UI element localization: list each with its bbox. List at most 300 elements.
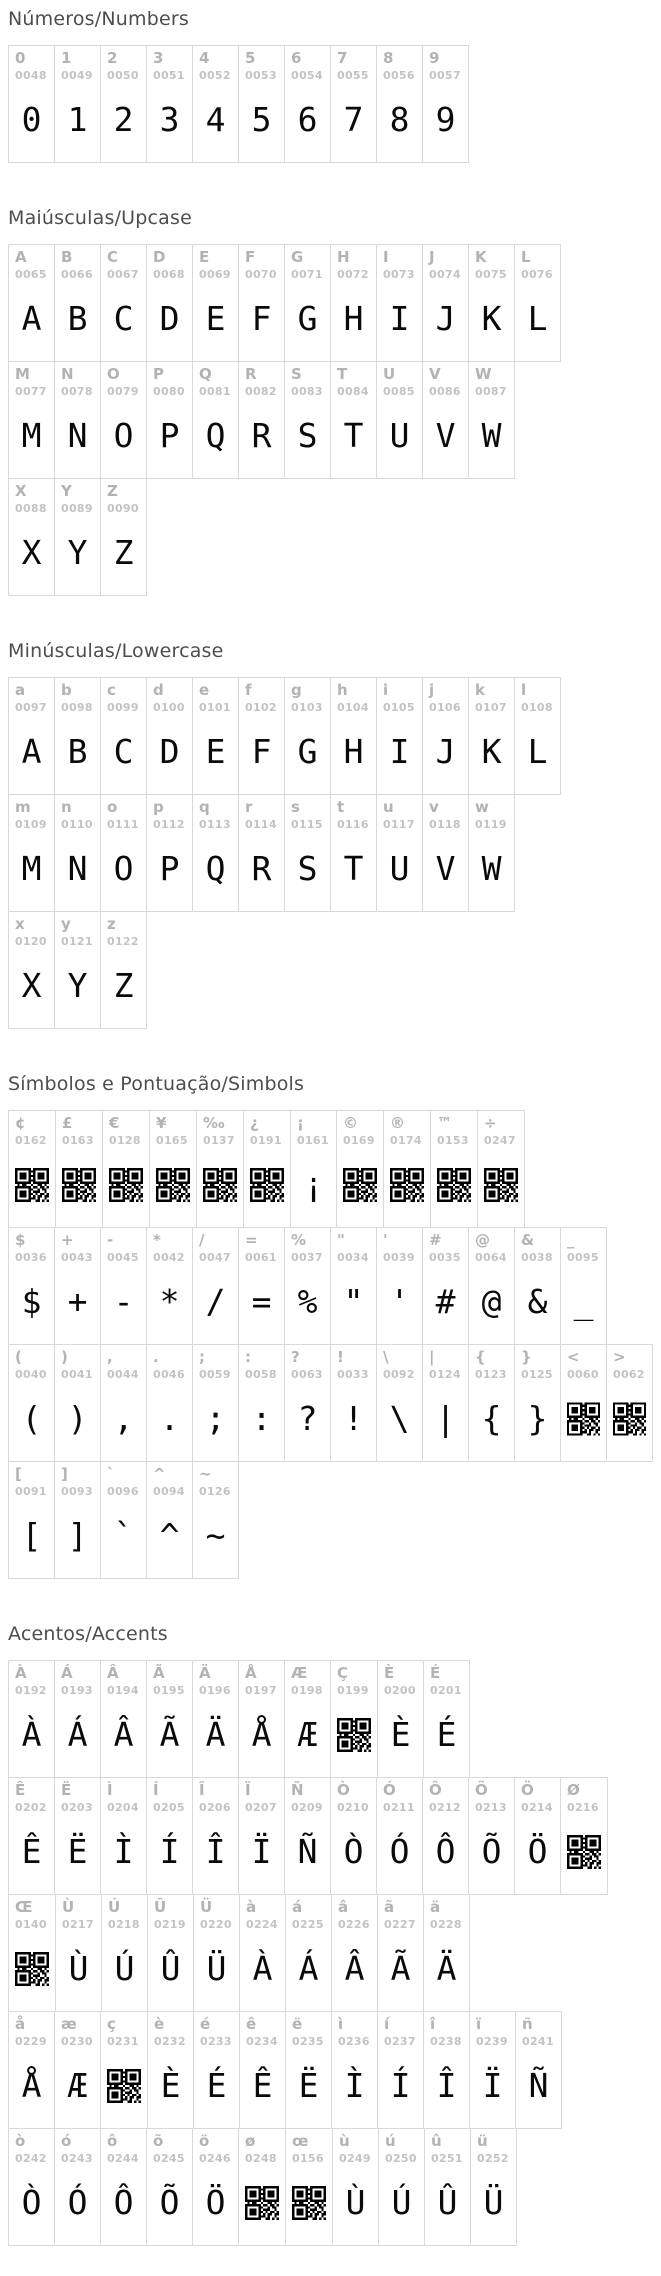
character-label: G <box>291 248 304 266</box>
notdef-qr-pattern <box>484 1168 518 1202</box>
glyph-cell <box>100 794 147 912</box>
glyph-image: O <box>113 416 134 456</box>
glyph-image: ) <box>67 1399 88 1439</box>
character-code: 0099 <box>107 700 139 714</box>
character-label: ) <box>61 1348 68 1366</box>
character-label: " <box>337 1231 345 1249</box>
glyph-cell <box>8 1894 56 2012</box>
glyph-cell <box>422 1344 469 1462</box>
character-code: 0174 <box>390 1133 422 1147</box>
character-code: 0229 <box>15 2034 47 2048</box>
character-code: 0073 <box>383 267 415 281</box>
glyph-image: Ö <box>205 2183 226 2223</box>
glyph-image: Â <box>344 1949 365 1989</box>
glyph-cell <box>290 1110 337 1228</box>
glyph-cell <box>332 2128 379 2246</box>
character-code: 0108 <box>521 700 553 714</box>
character-code: 0034 <box>337 1250 369 1264</box>
character-code: 0078 <box>61 384 93 398</box>
character-label: ñ <box>522 2015 533 2033</box>
character-label: Z <box>107 482 118 500</box>
glyph-cell <box>54 1227 101 1345</box>
character-label: Ö <box>521 1781 534 1799</box>
character-code: 0039 <box>383 1250 415 1264</box>
glyph-image: Ì <box>344 2066 365 2106</box>
character-label: à <box>246 1898 257 1916</box>
glyph-image: Á <box>67 1715 88 1755</box>
character-code: 0086 <box>429 384 461 398</box>
glyph-row <box>8 1660 653 1778</box>
notdef-glyph <box>437 1147 471 1217</box>
character-label: œ <box>292 2132 309 2150</box>
character-label: Õ <box>475 1781 488 1799</box>
glyph-cell <box>376 1227 423 1345</box>
character-label: o <box>107 798 118 816</box>
character-code: 0241 <box>522 2034 554 2048</box>
glyph-cell <box>146 1660 193 1778</box>
glyph-cell <box>149 1110 197 1228</box>
glyph-image: B <box>67 732 88 772</box>
glyph-cell <box>330 244 377 362</box>
character-label: < <box>567 1348 580 1366</box>
glyph-cell <box>55 1894 102 2012</box>
character-label: Y <box>61 482 72 500</box>
glyph-image: X <box>21 966 42 1006</box>
glyph-image: " <box>343 1282 364 1322</box>
character-code: 0250 <box>385 2151 417 2165</box>
character-code: 0162 <box>15 1133 47 1147</box>
glyph-image: [ <box>21 1516 42 1556</box>
character-label: l <box>521 681 527 699</box>
character-label: % <box>291 1231 307 1249</box>
glyph-row <box>8 1344 653 1462</box>
glyph-cell <box>192 1344 239 1462</box>
glyph-image: J <box>435 299 456 339</box>
character-code: 0058 <box>245 1367 277 1381</box>
glyph-cell <box>238 2128 286 2246</box>
glyph-cell <box>423 1660 470 1778</box>
glyph-cell <box>192 2128 239 2246</box>
glyph-image: Â <box>113 1715 134 1755</box>
character-code: 0122 <box>107 934 139 948</box>
glyph-image: Ë <box>298 2066 319 2106</box>
character-code: 0220 <box>200 1917 232 1931</box>
character-label: t <box>337 798 345 816</box>
notdef-qr-pattern <box>337 1718 371 1752</box>
character-code: 0202 <box>15 1800 47 1814</box>
glyph-image: | <box>435 1399 456 1439</box>
character-label: £ <box>62 1114 73 1132</box>
glyph-image: 2 <box>113 100 134 140</box>
glyph-cell <box>100 2011 148 2129</box>
notdef-glyph <box>107 2048 141 2118</box>
glyph-table <box>8 1110 653 1579</box>
character-code: 0079 <box>107 384 139 398</box>
character-label: ¥ <box>156 1114 167 1132</box>
character-label: 6 <box>291 49 302 67</box>
character-label: + <box>61 1231 74 1249</box>
character-label: * <box>153 1231 161 1249</box>
glyph-image: ¡ <box>303 1165 324 1205</box>
notdef-glyph <box>62 1147 96 1217</box>
character-code: 0045 <box>107 1250 139 1264</box>
character-code: 0232 <box>154 2034 186 2048</box>
glyph-image: Q <box>205 849 226 889</box>
character-code: 0059 <box>199 1367 231 1381</box>
character-label: > <box>613 1348 626 1366</box>
character-label: Œ <box>15 1898 33 1916</box>
glyph-cell <box>100 1461 147 1579</box>
glyph-image: S <box>297 849 318 889</box>
glyph-image: É <box>206 2066 227 2106</box>
glyph-cell <box>100 478 147 596</box>
glyph-image: F <box>251 299 272 339</box>
character-label: C <box>107 248 119 266</box>
glyph-cell <box>514 244 561 362</box>
character-code: 0210 <box>337 1800 369 1814</box>
glyph-cell <box>243 1110 291 1228</box>
character-code: 0246 <box>199 2151 231 2165</box>
glyph-cell <box>377 1894 424 2012</box>
glyph-image: 1 <box>67 100 88 140</box>
glyph-image: Ê <box>252 2066 273 2106</box>
glyph-cell <box>376 794 423 912</box>
character-label: © <box>343 1114 358 1132</box>
character-code: 0227 <box>384 1917 416 1931</box>
glyph-image: _ <box>573 1282 594 1322</box>
glyph-image: Ä <box>205 1715 226 1755</box>
glyph-image: ( <box>21 1399 42 1439</box>
glyph-cell <box>192 794 239 912</box>
character-code: 0036 <box>15 1250 47 1264</box>
character-label: ì <box>338 2015 344 2033</box>
section-title: Números/Numbers <box>8 8 189 30</box>
character-code: 0112 <box>153 817 185 831</box>
character-code: 0077 <box>15 384 47 398</box>
character-code: 0068 <box>153 267 185 281</box>
glyph-cell <box>239 1894 286 2012</box>
glyph-cell <box>238 361 285 479</box>
character-label: F <box>245 248 256 266</box>
character-code: 0212 <box>429 1800 461 1814</box>
character-label: s <box>291 798 300 816</box>
glyph-cell <box>331 2011 378 2129</box>
glyph-image: 9 <box>435 100 456 140</box>
glyph-cell <box>54 244 101 362</box>
glyph-row <box>8 361 653 479</box>
character-label: { <box>475 1348 486 1366</box>
glyph-row <box>8 677 653 795</box>
glyph-cell <box>100 45 147 163</box>
character-label: p <box>153 798 164 816</box>
glyph-cell <box>192 677 239 795</box>
character-code: 0053 <box>245 68 277 82</box>
character-code: 0091 <box>15 1484 47 1498</box>
notdef-glyph <box>390 1147 424 1217</box>
glyph-cell <box>8 1660 55 1778</box>
character-code: 0093 <box>61 1484 93 1498</box>
glyph-cell <box>285 2128 333 2246</box>
glyph-cell <box>376 677 423 795</box>
glyph-cell <box>100 361 147 479</box>
glyph-image: Æ <box>297 1715 318 1755</box>
glyph-image: D <box>159 299 180 339</box>
glyph-image: ' <box>389 1282 410 1322</box>
glyph-row <box>8 1777 653 1895</box>
notdef-glyph <box>15 1931 49 2001</box>
notdef-glyph <box>337 1697 371 1767</box>
character-code: 0048 <box>15 68 47 82</box>
character-code: 0216 <box>567 1800 599 1814</box>
character-label: 4 <box>199 49 210 67</box>
notdef-glyph <box>343 1147 377 1217</box>
glyph-image: Õ <box>481 1832 502 1872</box>
glyph-image: Ò <box>21 2183 42 2223</box>
glyph-cell <box>238 677 285 795</box>
character-code: 0118 <box>429 817 461 831</box>
glyph-image: V <box>435 849 456 889</box>
glyph-cell <box>102 1110 150 1228</box>
glyph-image: 5 <box>251 100 272 140</box>
character-label: U <box>383 365 396 383</box>
character-code: 0064 <box>475 1250 507 1264</box>
glyph-image: 8 <box>389 100 410 140</box>
character-code: 0126 <box>199 1484 231 1498</box>
character-code: 0069 <box>199 267 231 281</box>
glyph-image: Î <box>436 2066 457 2106</box>
glyph-image: $ <box>21 1282 42 1322</box>
notdef-qr-pattern <box>203 1168 237 1202</box>
glyph-image: U <box>389 416 410 456</box>
glyph-image: . <box>159 1399 180 1439</box>
character-label: B <box>61 248 73 266</box>
character-label: ‰ <box>203 1114 225 1132</box>
character-label: R <box>245 365 257 383</box>
glyph-image: ! <box>343 1399 364 1439</box>
character-label: î <box>430 2015 436 2033</box>
character-code: 0196 <box>199 1683 231 1697</box>
glyph-image: 4 <box>205 100 226 140</box>
glyph-cell <box>192 1777 239 1895</box>
character-label: S <box>291 365 302 383</box>
character-code: 0234 <box>246 2034 278 2048</box>
glyph-cell <box>8 1344 55 1462</box>
character-code: 0198 <box>291 1683 323 1697</box>
character-label: ^ <box>153 1465 166 1483</box>
notdef-glyph <box>567 1381 600 1451</box>
glyph-image: À <box>21 1715 42 1755</box>
glyph-image: % <box>297 1282 318 1322</box>
glyph-cell <box>376 244 423 362</box>
glyph-cell <box>8 1110 56 1228</box>
glyph-cell <box>284 1227 331 1345</box>
character-code: 0067 <box>107 267 139 281</box>
glyph-image: Ò <box>343 1832 364 1872</box>
glyph-image: K <box>481 732 502 772</box>
glyph-cell <box>468 794 515 912</box>
glyph-cell <box>423 1894 470 2012</box>
notdef-qr-pattern <box>343 1168 377 1202</box>
glyph-image: Ù <box>345 2183 366 2223</box>
character-label: y <box>61 915 71 933</box>
character-code: 0051 <box>153 68 185 82</box>
glyph-cell <box>55 1110 103 1228</box>
character-code: 0033 <box>337 1367 369 1381</box>
character-label: ~ <box>199 1465 212 1483</box>
character-label: Ë <box>61 1781 72 1799</box>
character-label: : <box>245 1348 251 1366</box>
glyph-image: X <box>21 533 42 573</box>
character-label: q <box>199 798 210 816</box>
character-code: 0114 <box>245 817 277 831</box>
character-label: K <box>475 248 487 266</box>
glyph-row <box>8 2011 653 2129</box>
character-label: P <box>153 365 164 383</box>
character-label: T <box>337 365 348 383</box>
glyph-image: G <box>297 732 318 772</box>
glyph-image: W <box>481 416 502 456</box>
glyph-cell <box>430 1110 478 1228</box>
character-label: È <box>384 1664 395 1682</box>
character-label: ¢ <box>15 1114 26 1132</box>
character-label: Ê <box>15 1781 26 1799</box>
character-code: 0054 <box>291 68 323 82</box>
glyph-image: A <box>21 732 42 772</box>
character-code: 0042 <box>153 1250 185 1264</box>
character-label: ï <box>476 2015 482 2033</box>
glyph-cell <box>376 1344 423 1462</box>
character-label: ü <box>477 2132 488 2150</box>
character-code: 0249 <box>339 2151 371 2165</box>
character-code: 0055 <box>337 68 369 82</box>
notdef-glyph <box>292 2165 326 2235</box>
glyph-cell <box>376 361 423 479</box>
glyph-image: H <box>343 732 364 772</box>
glyph-image: 0 <box>21 100 42 140</box>
character-code: 0193 <box>61 1683 93 1697</box>
glyph-cell <box>54 2011 101 2129</box>
notdef-glyph <box>156 1147 190 1217</box>
glyph-cell <box>560 1777 608 1895</box>
glyph-cell <box>422 677 469 795</box>
glyph-image: + <box>67 1282 88 1322</box>
glyph-cell <box>330 794 377 912</box>
glyph-image: I <box>389 732 410 772</box>
glyph-cell <box>8 794 55 912</box>
glyph-image: Ñ <box>297 1832 318 1872</box>
character-label: ô <box>107 2132 118 2150</box>
character-code: 0169 <box>343 1133 375 1147</box>
character-label: À <box>15 1664 27 1682</box>
glyph-image: 3 <box>159 100 180 140</box>
character-label: Q <box>199 365 212 383</box>
glyph-cell <box>54 794 101 912</box>
glyph-image: Ù <box>68 1949 89 1989</box>
character-label: Í <box>153 1781 159 1799</box>
glyph-image: N <box>67 849 88 889</box>
glyph-image: & <box>527 1282 548 1322</box>
character-code: 0219 <box>154 1917 186 1931</box>
character-code: 0206 <box>199 1800 231 1814</box>
character-label: x <box>15 915 25 933</box>
character-code: 0076 <box>521 267 553 281</box>
glyph-cell <box>284 1777 331 1895</box>
character-label: a <box>15 681 26 699</box>
character-code: 0225 <box>292 1917 324 1931</box>
character-code: 0092 <box>383 1367 415 1381</box>
notdef-qr-pattern <box>156 1168 190 1202</box>
glyph-image: E <box>205 732 226 772</box>
glyph-cell <box>560 1344 607 1462</box>
glyph-image: J <box>435 732 456 772</box>
character-code: 0239 <box>476 2034 508 2048</box>
glyph-row <box>8 45 653 163</box>
character-code: 0044 <box>107 1367 139 1381</box>
section-lowercase <box>8 640 653 1029</box>
notdef-glyph <box>250 1147 284 1217</box>
section-title: Minúsculas/Lowercase <box>8 640 224 662</box>
character-label: = <box>245 1231 258 1249</box>
glyph-cell <box>193 1894 240 2012</box>
glyph-image: Ú <box>391 2183 412 2223</box>
glyph-image: ] <box>67 1516 88 1556</box>
character-code: 0111 <box>107 817 139 831</box>
glyph-cell <box>470 2128 517 2246</box>
glyph-image: 7 <box>343 100 364 140</box>
section-symbols <box>8 1073 653 1579</box>
glyph-image: Õ <box>159 2183 180 2223</box>
character-code: 0213 <box>475 1800 507 1814</box>
glyph-cell <box>377 2011 424 2129</box>
notdef-qr-pattern <box>567 1835 601 1869</box>
character-label: è <box>154 2015 165 2033</box>
character-code: 0244 <box>107 2151 139 2165</box>
character-code: 0228 <box>430 1917 462 1931</box>
glyph-cell <box>238 1227 285 1345</box>
glyph-image: Ë <box>67 1832 88 1872</box>
character-code: 0116 <box>337 817 369 831</box>
character-label: 9 <box>429 49 440 67</box>
notdef-qr-pattern <box>437 1168 471 1202</box>
notdef-qr-pattern <box>109 1168 143 1202</box>
character-label: Û <box>154 1898 167 1916</box>
character-code: 0098 <box>61 700 93 714</box>
glyph-cell <box>146 361 193 479</box>
character-code: 0195 <box>153 1683 185 1697</box>
character-code: 0057 <box>429 68 461 82</box>
character-label: Ñ <box>291 1781 304 1799</box>
character-code: 0106 <box>429 700 461 714</box>
glyph-cell <box>146 2128 193 2246</box>
glyph-cell <box>192 1660 239 1778</box>
glyph-image: - <box>113 1282 134 1322</box>
glyph-image: Û <box>437 2183 458 2223</box>
character-label: | <box>429 1348 435 1366</box>
glyph-image: ; <box>205 1399 226 1439</box>
glyph-cell <box>377 1660 424 1778</box>
character-label: ? <box>291 1348 300 1366</box>
glyph-cell <box>8 2128 55 2246</box>
character-code: 0075 <box>475 267 507 281</box>
character-code: 0245 <box>153 2151 185 2165</box>
character-label: ÷ <box>484 1114 497 1132</box>
glyph-image: ? <box>297 1399 318 1439</box>
glyph-cell <box>146 677 193 795</box>
character-code: 0101 <box>199 700 231 714</box>
character-label: c <box>107 681 116 699</box>
glyph-cell <box>376 1777 423 1895</box>
character-code: 0109 <box>15 817 47 831</box>
